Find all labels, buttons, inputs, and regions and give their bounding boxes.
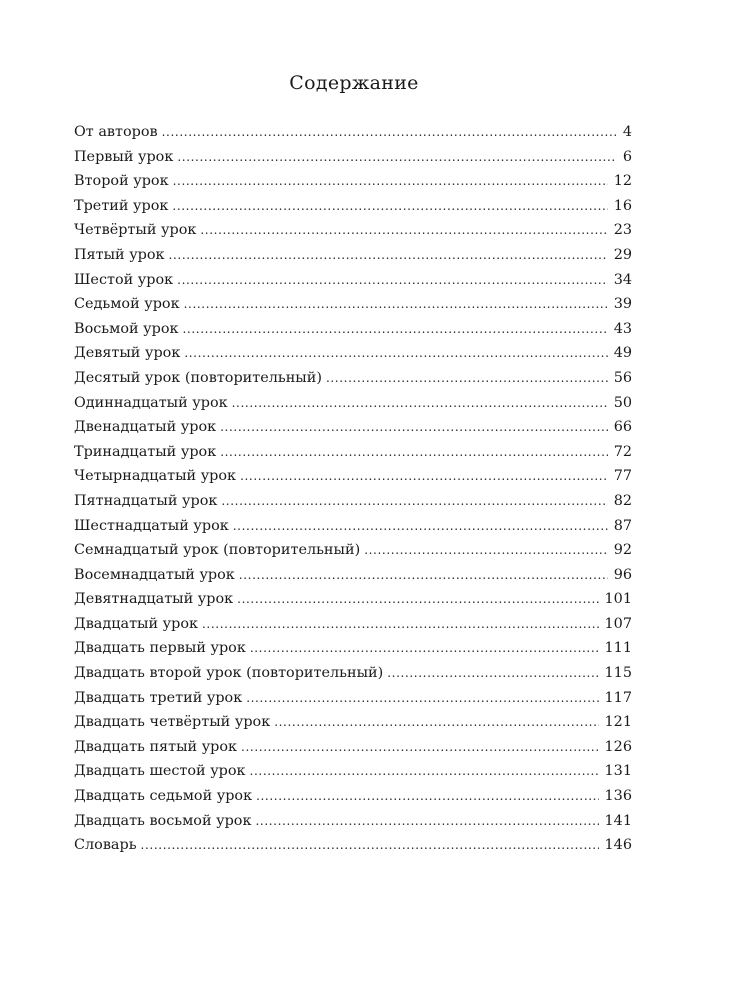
toc-entry-page-number: 43 — [613, 320, 632, 337]
dot-leader — [220, 440, 608, 465]
toc-entry-page-number: 29 — [613, 246, 632, 263]
toc-entry — [74, 464, 632, 489]
toc-entry-title: Седьмой урок — [74, 296, 180, 313]
toc-entry — [74, 268, 632, 293]
dot-leader — [240, 464, 608, 489]
toc-entry-page-number: 50 — [613, 394, 632, 411]
dot-leader — [173, 169, 608, 194]
toc-entry-page-number: 92 — [613, 542, 632, 559]
page-title: Содержание — [289, 72, 419, 94]
toc-entry-title: От авторов — [74, 124, 158, 140]
toc-entry-title: Двадцать пятый урок — [74, 738, 238, 755]
toc-entry-page-number: 96 — [613, 566, 632, 583]
toc-entry — [74, 759, 632, 784]
toc-entry-title: Девятый урок — [74, 345, 181, 362]
dot-leader — [183, 317, 608, 342]
dot-leader — [184, 292, 608, 317]
table-of-contents — [74, 120, 632, 858]
toc-entry-title: Десятый урок (повторительный) — [74, 369, 322, 386]
toc-entry-title: Восемнадцатый урок — [74, 566, 235, 583]
toc-entry-title: Первый урок — [74, 148, 174, 165]
toc-entry-page-number: 115 — [604, 665, 632, 682]
toc-entry — [74, 218, 632, 243]
dot-leader — [232, 391, 608, 416]
dot-leader — [364, 538, 608, 563]
toc-entry-title: Семнадцатый урок (повторительный) — [74, 542, 361, 559]
dot-leader — [184, 341, 607, 366]
toc-entry-page-number: 126 — [604, 738, 632, 755]
toc-entry — [74, 563, 632, 588]
toc-entry — [74, 243, 632, 268]
toc-entry — [74, 833, 632, 858]
toc-entry-title: Одиннадцатый урок — [74, 394, 228, 411]
toc-entry-page-number: 66 — [613, 419, 632, 436]
toc-entry — [74, 735, 632, 760]
dot-leader — [169, 243, 608, 268]
toc-entry-page-number: 117 — [604, 689, 632, 706]
dot-leader — [200, 218, 607, 243]
toc-entry-page-number: 101 — [604, 591, 632, 608]
toc-entry-title: Пятнадцатый урок — [74, 492, 218, 509]
toc-entry-title: Словарь — [74, 837, 137, 854]
toc-entry-title: Двадцать четвёртый урок — [74, 714, 271, 731]
toc-entry-title: Третий урок — [74, 197, 169, 214]
toc-entry-page-number: 56 — [613, 369, 632, 386]
toc-entry-page-number: 111 — [604, 640, 632, 657]
toc-entry-title: Двадцать шестой урок — [74, 763, 246, 780]
toc-entry — [74, 686, 632, 711]
toc-entry — [74, 120, 632, 145]
toc-entry-title: Пятый урок — [74, 246, 165, 263]
toc-entry — [74, 661, 632, 686]
toc-entry-page-number: 39 — [613, 296, 632, 313]
toc-entry-page-number: 23 — [613, 222, 632, 239]
toc-entry — [74, 636, 632, 661]
toc-entry-page-number: 12 — [613, 173, 632, 190]
dot-leader — [246, 686, 598, 711]
toc-entry-page-number: 16 — [613, 197, 632, 214]
toc-entry — [74, 292, 632, 317]
toc-entry-title: Тринадцатый урок — [74, 443, 217, 460]
toc-entry — [74, 809, 632, 834]
dot-leader — [172, 194, 607, 219]
dot-leader — [237, 587, 598, 612]
toc-entry-title: Шестой урок — [74, 271, 174, 288]
toc-entry-page-number: 72 — [613, 443, 632, 460]
toc-entry — [74, 612, 632, 637]
toc-entry-title: Двадцать второй урок (повторительный) — [74, 665, 384, 682]
toc-entry — [74, 587, 632, 612]
toc-entry — [74, 784, 632, 809]
toc-entry-title: Девятнадцатый урок — [74, 591, 234, 608]
toc-entry-title: Второй урок — [74, 173, 169, 190]
dot-leader — [177, 145, 617, 170]
toc-entry-page-number: 146 — [604, 837, 632, 854]
dot-leader — [250, 636, 599, 661]
toc-entry — [74, 169, 632, 194]
toc-entry-title: Двадцать седьмой урок — [74, 788, 253, 805]
toc-entry-page-number: 141 — [604, 812, 632, 829]
dot-leader — [177, 268, 608, 293]
toc-entry-page-number: 107 — [604, 615, 632, 632]
toc-entry — [74, 391, 632, 416]
toc-entry-page-number: 87 — [613, 517, 632, 534]
dot-leader — [233, 514, 608, 539]
toc-entry — [74, 489, 632, 514]
toc-entry-page-number: 77 — [613, 468, 632, 485]
toc-entry — [74, 415, 632, 440]
toc-entry — [74, 440, 632, 465]
dot-leader — [326, 366, 608, 391]
toc-entry-title: Шестнадцатый урок — [74, 517, 229, 534]
toc-entry-page-number: 136 — [604, 788, 632, 805]
dot-leader — [256, 784, 598, 809]
toc-entry — [74, 538, 632, 563]
toc-entry — [74, 341, 632, 366]
dot-leader — [202, 612, 599, 637]
toc-entry — [74, 194, 632, 219]
toc-entry — [74, 145, 632, 170]
toc-entry-title: Двадцатый урок — [74, 615, 198, 632]
dot-leader — [141, 833, 599, 858]
toc-entry-page-number: 34 — [613, 271, 632, 288]
toc-entry-page-number: 49 — [613, 345, 632, 362]
toc-entry — [74, 317, 632, 342]
dot-leader — [220, 415, 608, 440]
dot-leader — [255, 809, 598, 834]
toc-entry — [74, 366, 632, 391]
toc-entry-title: Двадцать первый урок — [74, 640, 246, 657]
toc-entry-page-number: 6 — [622, 148, 632, 165]
toc-entry-page-number: 121 — [604, 714, 632, 731]
toc-entry-page-number: 4 — [622, 124, 632, 140]
toc-entry-page-number: 131 — [604, 763, 632, 780]
dot-leader — [221, 489, 607, 514]
dot-leader — [250, 759, 599, 784]
toc-entry — [74, 710, 632, 735]
toc-entry-title: Восьмой урок — [74, 320, 179, 337]
toc-entry-title: Четырнадцатый урок — [74, 468, 237, 485]
dot-leader — [239, 563, 608, 588]
dot-leader — [274, 710, 598, 735]
toc-entry-page-number: 82 — [613, 492, 632, 509]
dot-leader — [387, 661, 598, 686]
toc-entry-title: Двадцать восьмой урок — [74, 812, 252, 829]
toc-entry-title: Двадцать третий урок — [74, 689, 243, 706]
toc-entry-title: Четвёртый урок — [74, 222, 197, 239]
toc-entry — [74, 514, 632, 539]
dot-leader — [241, 735, 598, 760]
dot-leader — [162, 120, 617, 145]
toc-entry-title: Двенадцатый урок — [74, 419, 217, 436]
